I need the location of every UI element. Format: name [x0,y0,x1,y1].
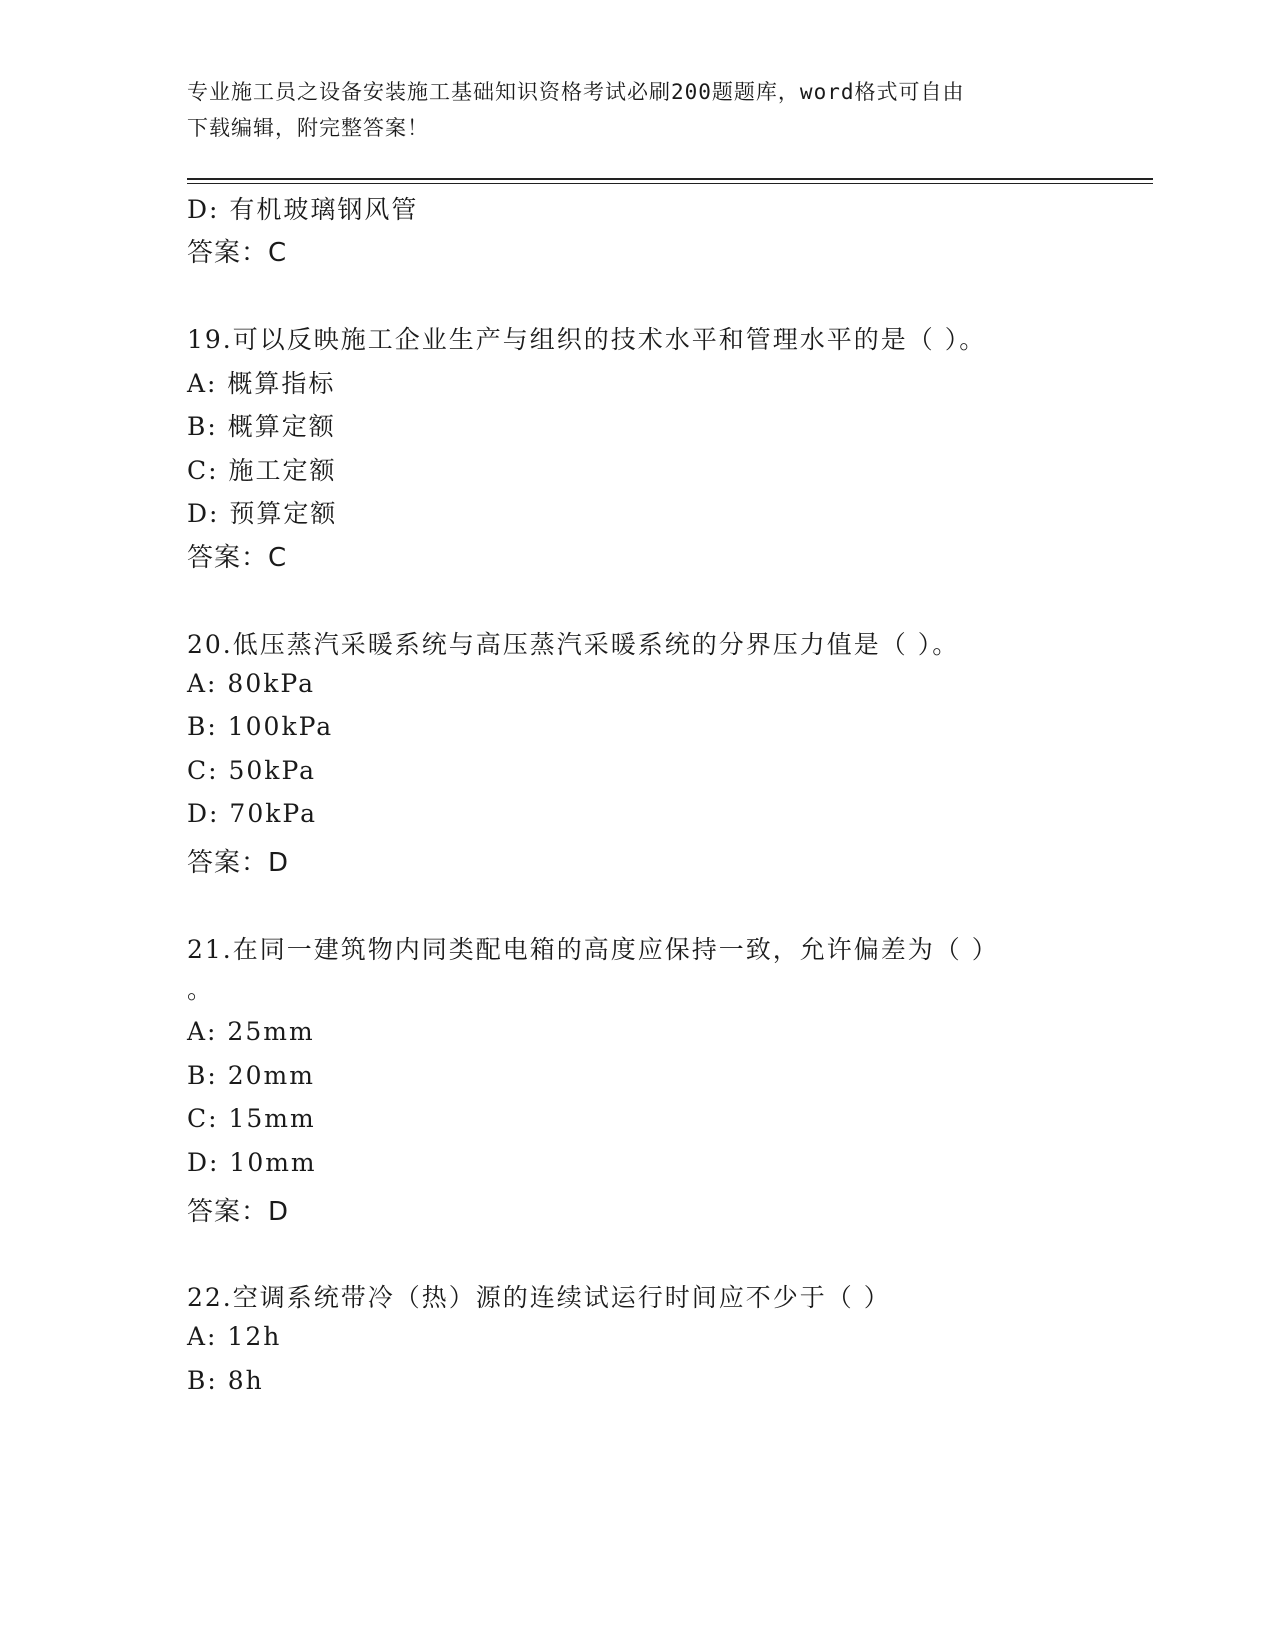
question-19-answer: 答案：C [187,543,288,573]
question-19-option-c: C: 施工定额 [187,456,337,485]
question-21-option-c: C: 15mm [187,1104,316,1133]
question-21-option-b: B: 20mm [187,1061,315,1090]
question-22-stem: 22.空调系统带冷（热）源的连续试运行时间应不少于（ ） [187,1283,891,1312]
question-19-option-a: A: 概算指标 [187,369,336,398]
question-21-option-d: D: 10mm [187,1148,317,1177]
document-header [187,74,1067,146]
question-20-option-c: C: 50kPa [187,756,317,785]
question-19-stem: 19.可以反映施工企业生产与组织的技术水平和管理水平的是（ ）。 [187,325,987,354]
question-20-option-b: B: 100kPa [187,712,334,741]
question-21-answer: 答案：D [187,1197,290,1227]
question-19-option-b: B: 概算定额 [187,412,336,441]
question-21-option-a: A: 25mm [187,1017,315,1046]
header-rule-thin [187,183,1153,184]
question-20-stem: 20.低压蒸汽采暖系统与高压蒸汽采暖系统的分界压力值是（ ）。 [187,630,960,659]
prev-option-d: D: 有机玻璃钢风管 [187,195,419,224]
question-19-option-d: D: 预算定额 [187,499,338,528]
question-22-option-a: A: 12h [187,1322,282,1351]
header-line-2: 下载编辑，附完整答案！ [187,116,429,140]
question-22-option-b: B: 8h [187,1366,264,1395]
header-rule-thick [187,178,1153,180]
prev-answer: 答案：C [187,238,288,268]
question-20-option-a: A: 80kPa [187,669,315,698]
header-line-1: 专业施工员之设备安装施工基础知识资格考试必刷200题题库，word格式可自由 [187,80,965,104]
question-21-stem-continuation: 。 [187,975,215,1004]
question-21-stem: 21.在同一建筑物内同类配电箱的高度应保持一致，允许偏差为（ ） [187,935,999,964]
question-20-answer: 答案：D [187,848,290,878]
question-20-option-d: D: 70kPa [187,799,317,828]
